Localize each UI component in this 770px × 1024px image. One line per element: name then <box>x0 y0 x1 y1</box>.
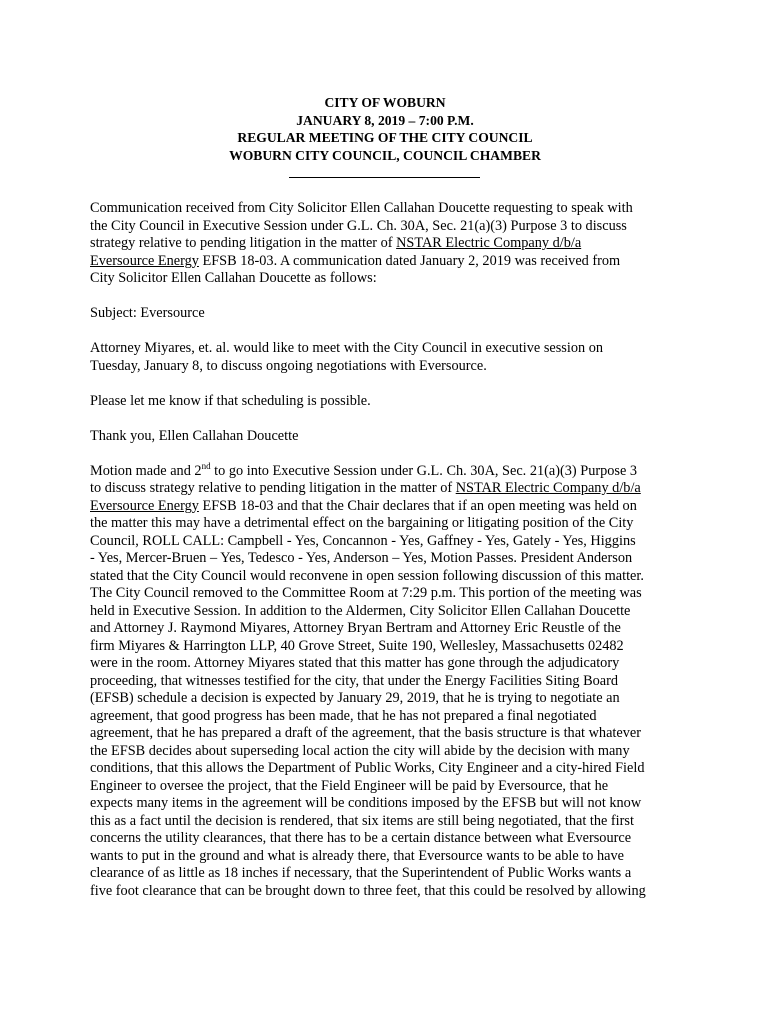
document-header <box>0 94 770 164</box>
text-line: Please let me know if that scheduling is possible. <box>90 392 371 409</box>
text-line <box>90 498 686 516</box>
text-line: City Solicitor Ellen Callahan Doucette as follows: <box>90 270 377 286</box>
text-line: firm Miyares & Harrington LLP, 40 Grove Street, Suite 190, Wellesley, Massachusetts 02482 <box>90 637 624 654</box>
ordinal-superscript: nd <box>201 460 211 471</box>
text-line: stated that the City Council would reconvene in open session following discussion of this matter. <box>90 567 644 584</box>
text-line: and Attorney J. Raymond Miyares, Attorney Bryan Bertram and Attorney Eric Reustle of the <box>90 620 621 636</box>
text-line: agreement, that he has prepared a draft of the agreement, that the basis structure is that whatever <box>90 725 641 741</box>
text-line: Council, ROLL CALL: Campbell - Yes, Concannon - Yes, Gaffney - Yes, Gately - Yes, Higgins <box>90 532 636 549</box>
header-date: JANUARY 8, 2019 – 7:00 P.M. <box>296 112 474 128</box>
case-name-underlined: NSTAR Electric Company d/b/a <box>396 235 582 251</box>
text-line: were in the room. Attorney Miyares stated that this matter has gone through the adjudicatory <box>90 655 620 671</box>
header-location: WOBURN CITY COUNCIL, COUNCIL CHAMBER <box>229 147 541 163</box>
text-line: The City Council removed to the Committee Room at 7:29 p.m. This portion of the meeting was <box>90 585 642 601</box>
text-line: Tuesday, January 8, to discuss ongoing negotiations with Eversource. <box>90 357 487 374</box>
text-segment: EFSB 18-03 and that the Chair declares that if an open meeting was held on <box>198 497 637 514</box>
text-line: Thank you, Ellen Callahan Doucette <box>90 427 299 444</box>
paragraph-communication <box>90 200 686 288</box>
text-line: the City Council in Executive Session under G.L. Ch. 30A, Sec. 21(a)(3) Purpose 3 to discuss <box>90 217 627 234</box>
text-line: expects many items in the agreement will be conditions imposed by the EFSB but will not know <box>90 795 642 811</box>
paragraph-subject <box>90 305 686 323</box>
header-divider <box>289 177 480 178</box>
text-line: held in Executive Session. In addition to the Aldermen, City Solicitor Ellen Callahan Doucette <box>90 602 631 619</box>
text-line: proceeding, that witnesses testified for the city, that under the Energy Facilities Siting Board <box>90 672 619 689</box>
case-name-underlined: Eversource Energy <box>90 252 199 269</box>
text-line: the EFSB decides about superseding local action the city will abide by the decision with many <box>90 742 630 759</box>
text-segment: to discuss strategy relative to pending litigation in the matter of <box>90 480 456 496</box>
text-segment: to go into Executive Session under G.L. Ch. 30A, Sec. 21(a)(3) Purpose 3 <box>210 462 638 479</box>
case-name-underlined: NSTAR Electric Company d/b/a <box>455 480 641 496</box>
text-segment: Motion made and 2 <box>90 462 202 479</box>
text-line: Engineer to oversee the project, that the Field Engineer will be paid by Eversource, that he <box>90 777 609 794</box>
text-line: concerns the utility clearances, that there has to be a certain distance between what Eversource <box>90 830 632 846</box>
text-line: Attorney Miyares, et. al. would like to meet with the City Council in executive session on <box>90 340 604 356</box>
text-line <box>90 235 686 253</box>
text-line: this as a fact until the decision is rendered, that six items are still being negotiated, that the first <box>90 812 634 829</box>
header-city: CITY OF WOBURN <box>324 95 446 110</box>
text-line <box>90 253 686 271</box>
subject-line: Subject: Eversource <box>90 305 205 321</box>
case-name-underlined: Eversource Energy <box>90 497 199 514</box>
text-line <box>90 480 686 498</box>
text-line: the matter this may have a detrimental effect on the bargaining or litigating position of the City <box>90 515 634 531</box>
text-line: Communication received from City Solicitor Ellen Callahan Doucette requesting to speak with <box>90 200 633 216</box>
header-meeting: REGULAR MEETING OF THE CITY COUNCIL <box>237 130 533 145</box>
paragraph-motion <box>90 460 686 901</box>
text-line: - Yes, Mercer-Bruen – Yes, Tedesco - Yes, Anderson – Yes, Motion Passes. President Anderson <box>90 550 633 566</box>
text-line <box>90 460 686 481</box>
text-line: (EFSB) schedule a decision is expected by January 29, 2019, that he is trying to negotiate an <box>90 690 620 706</box>
paragraph-signoff <box>90 428 686 446</box>
text-line: clearance of as little as 18 inches if necessary, that the Superintendent of Public Works wants a <box>90 865 632 881</box>
paragraph-request <box>90 340 686 375</box>
text-line: five foot clearance that can be brought down to three feet, that this could be resolved by allowing <box>90 882 646 899</box>
text-line: conditions, that this allows the Department of Public Works, City Engineer and a city-hired Field <box>90 760 645 776</box>
paragraph-scheduling <box>90 393 686 411</box>
document-body <box>90 200 686 900</box>
text-line: agreement, that good progress has been made, that he has not prepared a final negotiated <box>90 707 597 724</box>
text-line: wants to put in the ground and what is already there, that Eversource wants to be able to have <box>90 847 624 864</box>
text-segment: strategy relative to pending litigation in the matter of <box>90 235 397 251</box>
text-segment: EFSB 18-03. A communication dated January 2, 2019 was received from <box>198 252 621 269</box>
